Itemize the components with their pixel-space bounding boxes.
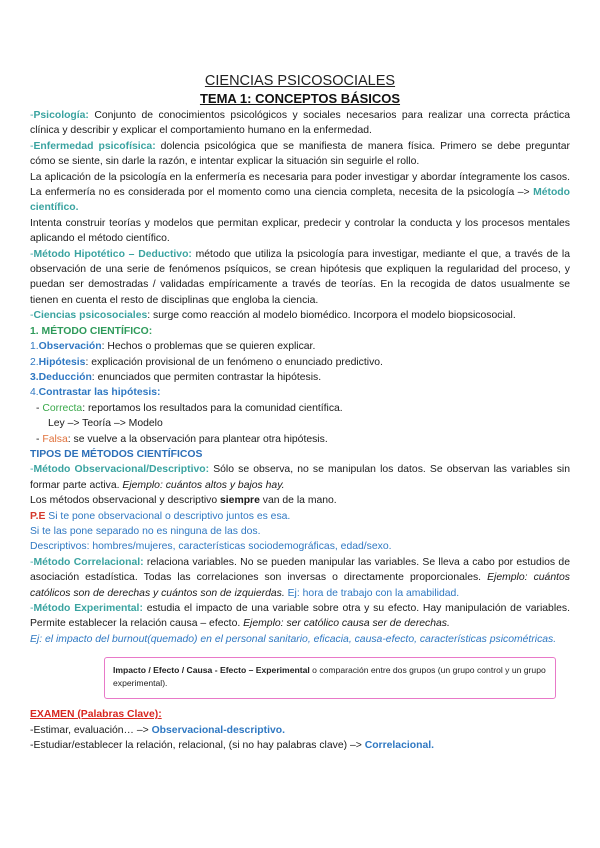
- sub-item-correcta: [30, 401, 570, 416]
- step-text: : enunciados que permiten contrastar la hipótesis.: [91, 371, 322, 383]
- note-text: Si te pone observacional o descriptivo juntos es esa.: [45, 510, 291, 522]
- sub-item-text: : reportamos los resultados para la comunidad científica.: [82, 402, 343, 414]
- exam-term: Observacional-descriptivo.: [151, 724, 285, 736]
- paragraph-ciencias-psicosociales: [30, 308, 570, 323]
- dash: -: [30, 310, 34, 322]
- box-bold-text: Impacto / Efecto / Causa - Efecto – Experimental: [113, 665, 310, 676]
- step-term: Contrastar las hipótesis: [38, 387, 158, 399]
- example-text: Ejemplo: cuántos católicos son de derechas y cuántos son de izquierdas.: [30, 572, 570, 599]
- paragraph-observacional: [30, 462, 570, 493]
- dash: -: [30, 556, 34, 568]
- paragraph-text: van de la mano.: [259, 495, 337, 507]
- paragraph-text: Conjunto de conocimientos psicológicos y sociales necesarios para realizar una correcta práctica clínica y describir y explicar el comportamiento humano en la enfermedad.: [30, 110, 570, 137]
- paragraph-text: Los métodos observacional y descriptivo: [30, 495, 221, 507]
- step-number: 4.: [30, 387, 39, 399]
- step-term: Deducción: [38, 371, 92, 383]
- paragraph-text: La aplicación de la psicología en la enfermería es necesaria para poder investigar y abordar íntegramente los casos. La enfermería no es considerada por el momento como una ciencia completa, necesita de la psicología –>: [30, 171, 570, 199]
- paragraph-text: Sólo se observa, no se manipulan los datos. Se observan las variables sin formar parte activa.: [30, 464, 571, 491]
- paragraph-experimental: [30, 601, 570, 632]
- emphasis-siempre: siempre: [220, 495, 260, 507]
- note-separado: Si te las pone separado no es ninguna de las dos.: [30, 525, 261, 537]
- term-psicologia: Psicología:: [33, 110, 89, 121]
- step-observacion: [30, 339, 570, 354]
- exam-text: -Estimar, evaluación… –>: [30, 724, 152, 736]
- section-heading-metodo-cientifico: 1. MÉTODO CIENTÍFICO:: [30, 325, 153, 337]
- step-term: Hipótesis: [38, 356, 86, 368]
- dash: -: [30, 140, 34, 152]
- note-descriptivos: Descriptivos: hombres/mujeres, características sociodemográficas, edad/sexo.: [30, 541, 392, 553]
- example-text: Ejemplo: ser católico causa ser de derechas.: [243, 618, 450, 630]
- example-burnout: [30, 632, 570, 647]
- paragraph-enfermedad: [30, 139, 570, 170]
- paragraph-teorias: Intenta construir teorías y modelos que permitan explicar, predecir y controlar la conducta y los procesos mentales aplicando el método científico.: [30, 217, 570, 245]
- step-number: 2.: [30, 356, 39, 368]
- step-number: 1.: [30, 341, 39, 353]
- paragraph-text: dolencia psicológica que se manifiesta de manera física. Primero se debe preguntar cómo se siente, sin darle la razón, e intentar explicar la situación sin seguirle el rollo.: [30, 140, 570, 168]
- highlight-box: [104, 657, 556, 699]
- term-metodo-cientifico: Método científico.: [30, 187, 570, 214]
- example-text: Ej: el impacto del burnout(quemado) en el personal sanitario, eficacia, causa-efecto, características psicométricas.: [30, 633, 557, 645]
- dash: -: [30, 464, 34, 476]
- term-correcta: Correcta: [42, 402, 83, 414]
- term-falsa: Falsa: [42, 433, 68, 445]
- paragraph-text: : surge como reacción al modelo biomédico. Incorpora el modelo biopsicosocial.: [147, 310, 516, 322]
- paragraph-text: estudia el impacto de una variable sobre otra y su efecto. Hay manipulación de variables. Permite establecer la relación causa – efecto.: [30, 603, 570, 630]
- section-heading-tipos-metodos: TIPOS DE MÉTODOS CIENTÍFICOS: [30, 448, 203, 460]
- exam-line-1: [30, 723, 570, 738]
- term-correlacional: Método Correlacional:: [33, 556, 144, 568]
- step-term: Observación: [38, 341, 102, 353]
- paragraph-text: método que utiliza la psicología para investigar, mediante el que, a través de la observación de una serie de fenómenos psíquicos, se crean hipótesis que expliquen la regularidad del proceso, y puedan ser demostradas / validadas empíricamente a través de teorías. En la recogida de datos usualmente se tienen en cuenta el resto de disciplinas que engloba la ciencia.: [30, 248, 570, 306]
- exam-line-2: [30, 738, 570, 753]
- document-title: CIENCIAS PSICOSOCIALES: [204, 73, 396, 89]
- step-hipotesis: [30, 355, 570, 370]
- example-extra: Ej: hora de trabajo con la amabilidad.: [284, 587, 460, 599]
- note-pe: [30, 509, 570, 524]
- paragraph-hipotetico-deductivo: [30, 247, 570, 309]
- dash: -: [36, 402, 43, 414]
- exam-term: Correlacional.: [364, 740, 434, 752]
- exam-text: -Estudiar/establecer la relación, relacional, (si no hay palabras clave) –>: [30, 740, 365, 752]
- box-text: o comparación entre dos grupos (un grupo control y un grupo experimental).: [113, 665, 546, 689]
- paragraph-correlacional: [30, 555, 570, 601]
- paragraph-aplicacion: [30, 170, 570, 216]
- step-deduccion: [30, 370, 570, 385]
- dash: -: [30, 248, 34, 260]
- dash: -: [30, 110, 34, 121]
- document-subtitle: TEMA 1: CONCEPTOS BÁSICOS: [199, 91, 401, 106]
- term-hipotetico-deductivo: Método Hipotético – Deductivo:: [33, 248, 192, 260]
- pe-tag: P.E: [30, 510, 46, 522]
- document-page: [30, 70, 570, 753]
- step-text: : Hechos o problemas que se quieren explicar.: [101, 341, 316, 353]
- term-observacional-descriptivo: Método Observacional/Descriptivo:: [33, 464, 210, 476]
- dash: -: [30, 603, 34, 614]
- step-text: :: [157, 387, 161, 399]
- paragraph-text: relaciona variables. No se pueden manipular las variables. Se lleva a cabo por estudios de asociación estadística. Todas las correlaciones son inversas o directamente proporcionales.: [30, 556, 570, 584]
- paragraph-psicologia: [30, 108, 570, 139]
- paragraph-de-la-mano: [30, 493, 570, 508]
- step-number: 3.: [30, 371, 39, 383]
- sub-item-text: : se vuelve a la observación para plantear otra hipótesis.: [67, 433, 328, 445]
- term-experimental: Método Experimental:: [33, 603, 143, 614]
- term-enfermedad-psicofisica: Enfermedad psicofísica:: [33, 140, 156, 152]
- step-text: : explicación provisional de un fenómeno o enunciado predictivo.: [85, 356, 383, 368]
- sub-item-falsa: [30, 432, 570, 447]
- step-contrastar: [30, 385, 570, 400]
- dash: -: [36, 433, 43, 445]
- ley-teoria-modelo: Ley –> Teoría –> Modelo: [48, 418, 163, 430]
- term-ciencias-psicosociales: Ciencias psicosociales: [33, 310, 148, 322]
- example-text: Ejemplo: cuántos altos y bajos hay.: [122, 479, 285, 491]
- exam-heading: EXAMEN (Palabras Clave):: [30, 709, 162, 721]
